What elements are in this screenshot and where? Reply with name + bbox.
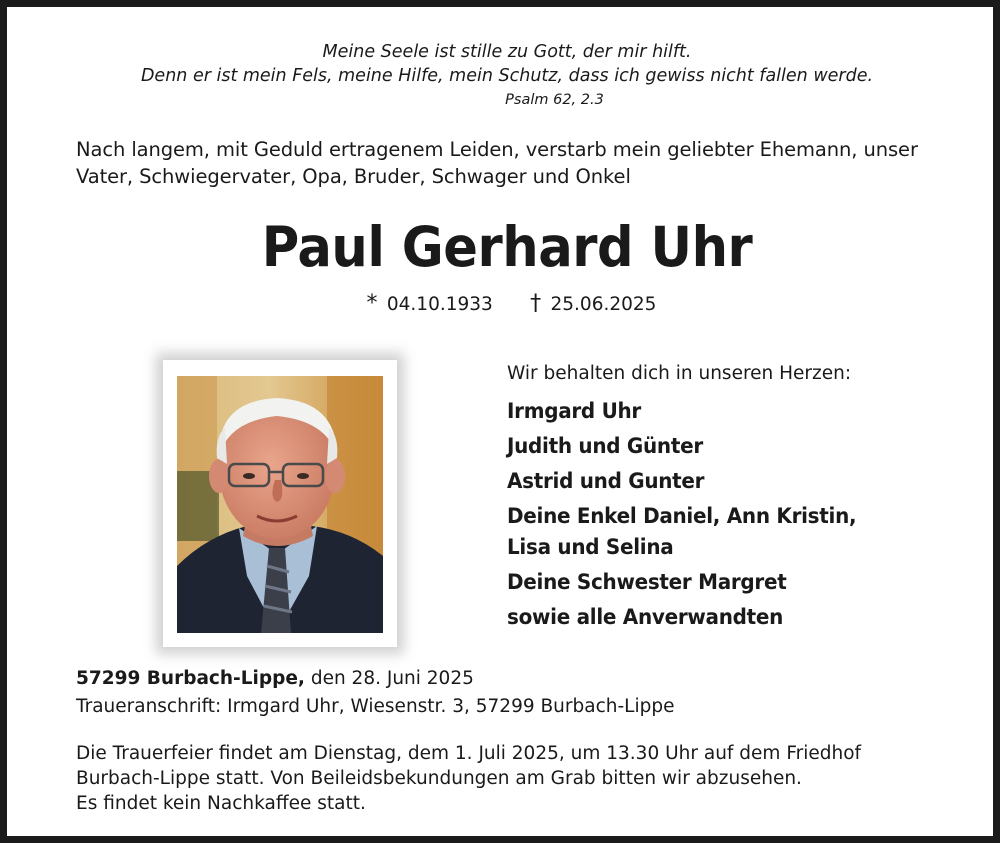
place: 57299 Burbach-Lippe, <box>76 668 305 689</box>
mourner-name: Astrid und Gunter <box>507 469 705 493</box>
mourner-name: sowie alle Anverwandten <box>507 605 784 629</box>
intro-text <box>76 136 956 190</box>
birth-date: 04.10.1933 <box>386 294 493 315</box>
mourning-address: Traueranschrift: Irmgard Uhr, Wiesenstr. 3, 57299 Burbach-Lippe <box>76 696 675 717</box>
mourners-block <box>507 360 967 633</box>
notice-date: den 28. Juni 2025 <box>310 668 474 689</box>
death-cross-icon: † <box>530 291 542 316</box>
ceremony-info <box>76 741 956 816</box>
psalm-line-1: Meine Seele ist stille zu Gott, der mir hilft. <box>322 42 692 62</box>
ceremony-line-1: Die Trauerfeier findet am Dienstag, dem 1. Juli 2025, um 13.30 Uhr auf dem Friedhof <box>76 743 862 764</box>
death-date: 25.06.2025 <box>550 294 657 315</box>
mourner-name: Judith und Günter <box>507 434 703 458</box>
intro-line-2: Vater, Schwiegervater, Opa, Bruder, Schwager und Onkel <box>76 165 631 188</box>
deceased-name: Paul Gerhard Uhr <box>261 215 753 279</box>
psalm-quote <box>7 40 1000 112</box>
psalm-line-2: Denn er ist mein Fels, meine Hilfe, mein Schutz, dass ich gewiss nicht fallen werde. <box>140 66 874 86</box>
birth-star-icon: * <box>366 291 378 316</box>
ceremony-line-2: Burbach-Lippe statt. Von Beileidsbekundungen am Grab bitten wir abzusehen. <box>76 768 802 789</box>
portrait-photo <box>177 376 383 633</box>
place-date-line <box>76 666 474 692</box>
mourner-name: Lisa und Selina <box>507 535 674 559</box>
mourner-name: Irmgard Uhr <box>507 399 641 423</box>
life-dates <box>363 291 656 318</box>
intro-line-1: Nach langem, mit Geduld ertragenem Leiden, verstarb mein geliebter Ehemann, unser <box>76 138 918 161</box>
mourners-heading: Wir behalten dich in unseren Herzen: <box>507 363 852 384</box>
psalm-reference: Psalm 62, 2.3 <box>505 92 604 108</box>
mourner-name: Deine Enkel Daniel, Ann Kristin, <box>507 504 857 528</box>
portrait-illustration <box>177 376 383 633</box>
ceremony-line-3: Es findet kein Nachkaffee statt. <box>76 793 366 814</box>
mourner-name: Deine Schwester Margret <box>507 570 787 594</box>
